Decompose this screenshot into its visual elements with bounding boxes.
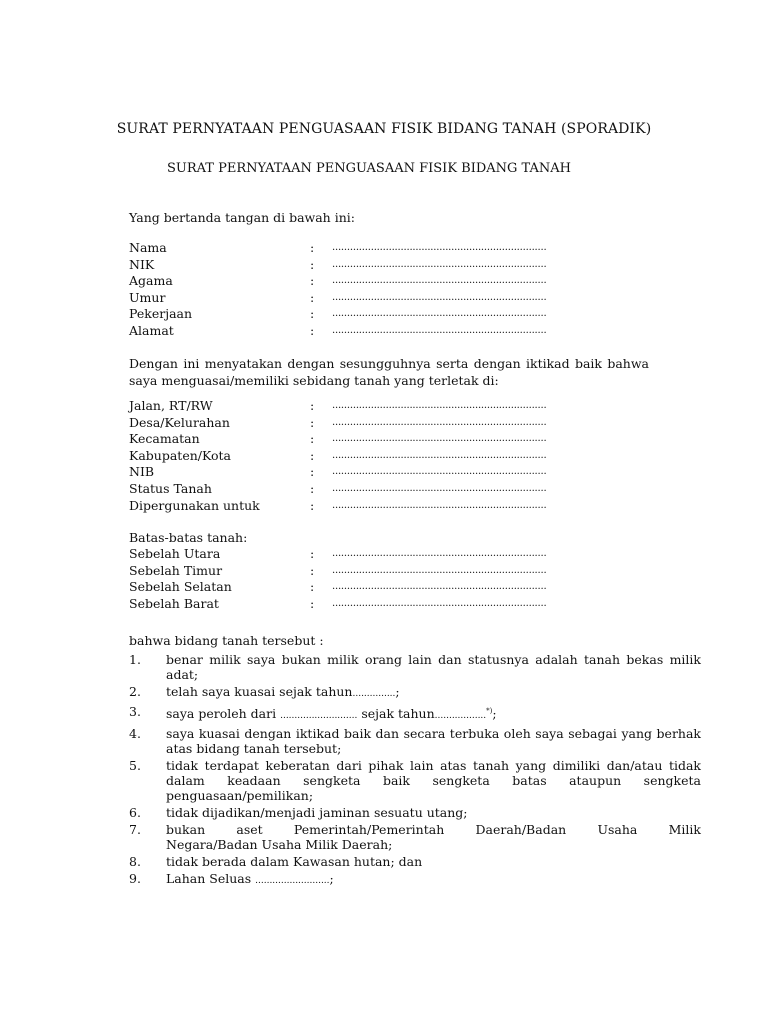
list-text: dalam keadaan sengketa baik sengketa batas ataupun sengketa	[166, 773, 701, 789]
field-blank: ........................................................................	[332, 258, 547, 270]
field-blank: ........................................................................	[332, 324, 547, 336]
field-blank: ........................................................................	[332, 291, 547, 303]
field-blank: ........................................................................	[332, 499, 547, 511]
field-label: NIB	[129, 464, 155, 480]
field-label: Dipergunakan untuk	[129, 497, 260, 513]
document-title: SURAT PERNYATAAN PENGUASAAN FISIK BIDANG TANAH (SPORADIK)	[116, 121, 652, 137]
field-colon: :	[310, 480, 315, 496]
field-label: Pekerjaan	[129, 306, 193, 322]
list-text: saya kuasai dengan iktikad baik dan secara terbuka oleh saya sebagai yang berhak	[166, 726, 701, 742]
field-label: Sebelah Utara	[129, 546, 221, 561]
list-item	[129, 805, 701, 820]
field-colon: :	[310, 497, 315, 513]
field-colon: :	[310, 289, 315, 305]
blank-year: ...............	[352, 689, 396, 699]
list-number: 1.	[129, 652, 141, 667]
list-text: Lahan Seluas	[166, 871, 252, 887]
field-blank: ........................................................................	[332, 482, 547, 494]
field-label: Jalan, RT/RW	[129, 398, 213, 413]
field-blank: ........................................................................	[332, 449, 547, 461]
footnote-mark: *)	[486, 707, 493, 715]
statement-line: Dengan ini menyatakan dengan sesungguhnya serta dengan iktikad baik bahwa	[129, 356, 649, 371]
field-colon: :	[310, 240, 315, 255]
list-punct: ;	[492, 706, 497, 722]
field-label: Kecamatan	[129, 431, 200, 447]
blank-year: ..................	[434, 711, 487, 722]
list-number: 4.	[129, 726, 141, 742]
field-label: Desa/Kelurahan	[129, 414, 230, 430]
field-blank: ........................................................................	[332, 433, 547, 445]
list-number: 8.	[129, 854, 141, 870]
field-label: NIK	[129, 256, 155, 272]
field-colon: :	[310, 579, 315, 595]
list-text: tidak dijadikan/menjadi jaminan sesuatu utang;	[166, 805, 468, 821]
list-item	[129, 854, 701, 869]
field-blank: ........................................................................	[332, 242, 547, 253]
field-colon: :	[310, 447, 315, 463]
field-colon: :	[310, 431, 315, 447]
field-colon: :	[310, 595, 315, 611]
list-item	[129, 704, 701, 724]
list-punct: ;	[329, 871, 334, 887]
list-item	[129, 871, 701, 889]
field-blank: ........................................................................	[332, 400, 547, 411]
statement-list	[129, 652, 701, 891]
statement-line: saya menguasai/memiliki sebidang tanah yang terletak di:	[129, 372, 499, 388]
list-text: penguasaan/pemilikan;	[166, 788, 314, 804]
field-colon: :	[310, 273, 315, 289]
list-text: bukan aset Pemerintah/Pemerintah Daerah/Badan Usaha Milik	[166, 822, 701, 838]
list-text: tidak berada dalam Kawasan hutan; dan	[166, 854, 423, 870]
field-blank: ........................................................................	[332, 416, 547, 428]
boundaries-heading: Batas-batas tanah:	[129, 530, 248, 545]
list-item	[129, 726, 701, 756]
field-label: Umur	[129, 289, 166, 305]
field-blank: ........................................................................	[332, 597, 547, 609]
field-label: Sebelah Barat	[129, 595, 219, 611]
field-label: Status Tanah	[129, 480, 212, 496]
list-text: benar milik saya bukan milik orang lain dan statusnya adalah tanah bekas milik	[166, 652, 701, 667]
statement-paragraph	[129, 356, 649, 389]
field-colon: :	[310, 562, 315, 578]
list-number: 9.	[129, 871, 141, 887]
field-blank: ........................................................................	[332, 466, 547, 478]
blank-source: ...........................	[280, 711, 358, 722]
field-colon: :	[310, 256, 315, 272]
intro-text: Yang bertanda tangan di bawah ini:	[129, 210, 355, 225]
field-label: Nama	[129, 240, 167, 255]
field-colon: :	[310, 306, 315, 322]
list-number: 7.	[129, 822, 141, 838]
field-label: Sebelah Timur	[129, 562, 223, 578]
blank-area: ..........................	[255, 876, 330, 887]
list-item	[129, 652, 701, 682]
list-text: adat;	[166, 667, 199, 682]
field-label: Alamat	[129, 322, 174, 338]
list-text: atas bidang tanah tersebut;	[166, 741, 342, 757]
list-number: 6.	[129, 805, 141, 821]
document-subtitle: SURAT PERNYATAAN PENGUASAAN FISIK BIDANG TANAH	[166, 161, 572, 176]
list-text: Negara/Badan Usaha Milik Daerah;	[166, 837, 393, 853]
list-item	[129, 822, 701, 852]
list-text: saya peroleh dari	[166, 706, 277, 722]
list-number: 5.	[129, 758, 141, 774]
list-item	[129, 758, 701, 803]
list-punct: ;	[395, 684, 400, 699]
list-heading: bahwa bidang tanah tersebut :	[129, 633, 324, 648]
field-label: Sebelah Selatan	[129, 579, 232, 595]
list-text: telah saya kuasai sejak tahun	[166, 684, 353, 699]
field-blank: ........................................................................	[332, 275, 547, 287]
list-number: 2.	[129, 684, 141, 699]
field-blank: ........................................................................	[332, 581, 547, 593]
list-number: 3.	[129, 704, 141, 719]
field-blank: ........................................................................	[332, 548, 547, 559]
field-blank: ........................................................................	[332, 308, 547, 320]
field-label: Kabupaten/Kota	[129, 447, 231, 463]
field-blank: ........................................................................	[332, 564, 547, 576]
field-label: Agama	[129, 273, 173, 289]
list-text: tidak terdapat keberatan dari pihak lain atas tanah yang dimiliki dan/atau tidak	[166, 758, 701, 774]
list-text: sejak tahun	[361, 706, 435, 722]
field-colon: :	[310, 322, 315, 338]
list-item	[129, 684, 701, 702]
field-colon: :	[310, 546, 315, 561]
field-colon: :	[310, 398, 315, 413]
field-colon: :	[310, 464, 315, 480]
field-colon: :	[310, 414, 315, 430]
